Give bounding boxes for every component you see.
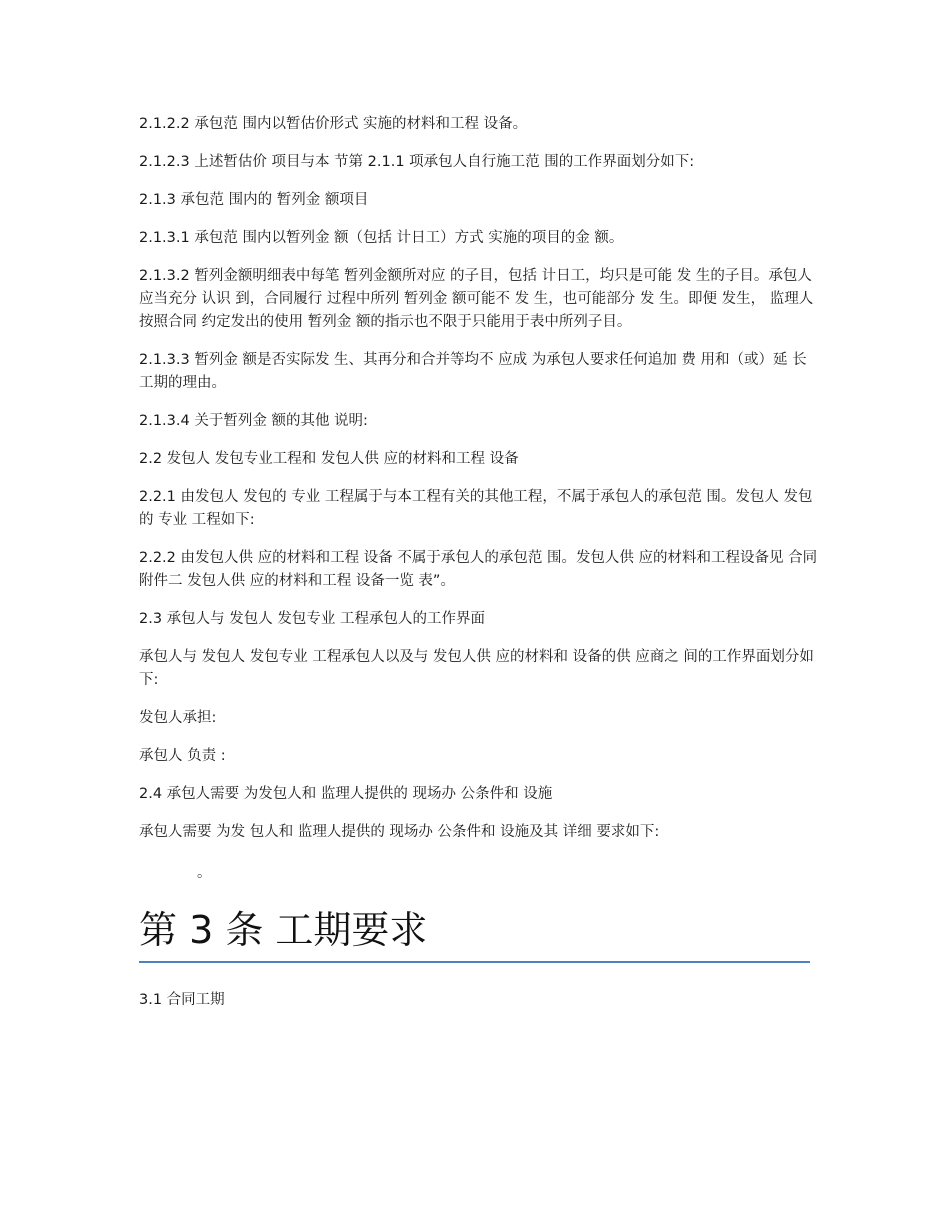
paragraph-2-2-1: 2.2.1 由发包人 发包的 专业 工程属于与本工程有关的其他工程，不属于承包人的承包范 围。发包人 发包的 专业 工程如下: [139,489,813,528]
paragraph-employer-bears: 发包人承担: [139,710,217,726]
document-page [139,113,819,1012]
paragraph-2-4: 2.4 承包人需要 为发包人和 监理人提供的 现场办 公条件和 设施 [139,786,553,802]
paragraph-2-3: 2.3 承包人与 发包人 发包专业 工程承包人的工作界面 [139,611,485,627]
paragraph-2-1-3-4: 2.1.3.4 关于暂列金 额的其他 说明: [139,413,368,429]
paragraph-2-2-2: 2.2.2 由发包人供 应的材料和工程 设备 不属于承包人的承包范 围。发包人供 应的材料和工程设备见 合同附件二 发包人供 应的材料和工程 设备一览 表”。 [139,550,818,589]
paragraph-2-1-3: 2.1.3 承包范 围内的 暂列金 额项目 [139,192,369,208]
section-heading: 第 3 条 工期要求 [139,907,810,963]
paragraph-work-interface: 承包人与 发包人 发包专业 工程承包人以及与 发包人供 应的材料和 设备的供 应商之 间的工作界面划分如下: [139,649,814,688]
paragraph-2-1-3-2: 2.1.3.2 暂列金额明细表中每笔 暂列金额所对应 的子目，包括 计日工，均只是可能 发 生的子目。承包人 应当充分 认识 到，合同履行 过程中所列 暂列金 额可能不 发 生，也可能部分 发 生。即便 发生， 监理人按照合同 约定发出的使用 暂列金 额的指示也不限于只能用于表中所列子目。 [139,268,814,330]
paragraph-2-2: 2.2 发包人 发包专业工程和 发包人供 应的材料和工程 设备 [139,451,519,467]
trailing-period: 。 [197,865,212,881]
paragraph-2-1-2-3: 2.1.2.3 上述暂估价 项目与本 节第 2.1.1 项承包人自行施工范 围的工作界面划分如下: [139,154,695,170]
subsection-3-1: 3.1 合同工期 [139,992,225,1008]
paragraph-office-requirements: 承包人需要 为发 包人和 监理人提供的 现场办 公条件和 设施及其 详细 要求如下: [139,824,660,840]
paragraph-2-1-2-2: 2.1.2.2 承包范 围内以暂估价形式 实施的材料和工程 设备。 [139,116,528,132]
paragraph-contractor-responsible: 承包人 负责 : [139,748,226,764]
paragraph-2-1-3-1: 2.1.3.1 承包范 围内以暂列金 额（包括 计日工）方式 实施的项目的金 额。 [139,230,624,246]
paragraph-2-1-3-3: 2.1.3.3 暂列金 额是否实际发 生、其再分和合并等均不 应成 为承包人要求任何追加 费 用和（或）延 长工期的理由。 [139,352,807,391]
